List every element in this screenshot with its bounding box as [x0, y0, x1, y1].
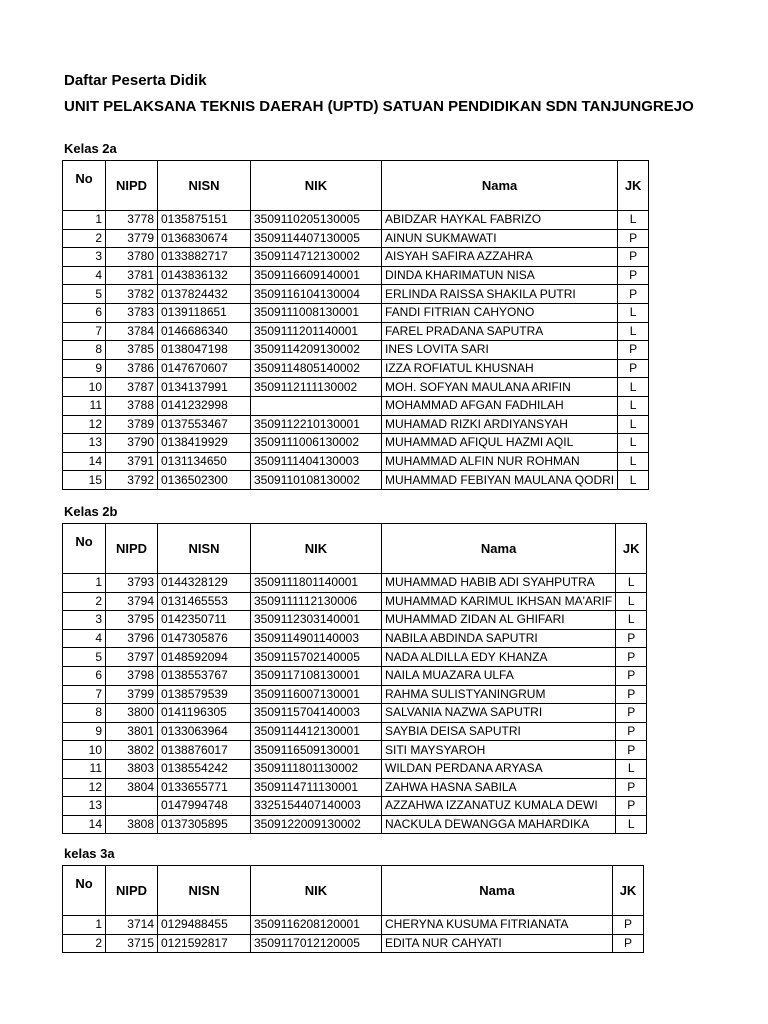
cell-nisn: 0146686340 [158, 322, 251, 341]
cell-nama: MUHAMMAD KARIMUL IKHSAN MA'ARIF [382, 592, 616, 611]
cell-no: 6 [63, 666, 106, 685]
cell-nisn: 0138579539 [158, 685, 251, 704]
cell-jk: P [616, 741, 647, 760]
cell-nik: 3509111112130006 [251, 592, 382, 611]
cell-no: 14 [63, 815, 106, 834]
table-row [63, 229, 649, 248]
cell-nama: SAYBIA DEISA SAPUTRI [382, 722, 616, 741]
column-header-nik: NIK [251, 866, 382, 916]
table-row [63, 611, 647, 630]
cell-jk: P [616, 797, 647, 816]
cell-nisn: 0144328129 [158, 574, 251, 593]
cell-nik: 3509112210130001 [251, 415, 382, 434]
table-row [63, 574, 647, 593]
cell-nama: ERLINDA RAISSA SHAKILA PUTRI [382, 285, 618, 304]
table-row [63, 396, 649, 415]
document-subtitle: UNIT PELAKSANA TEKNIS DAERAH (UPTD) SATUAN PENDIDIKAN SDN TANJUNGREJO [64, 98, 694, 115]
cell-nisn: 0134137991 [158, 378, 251, 397]
cell-nisn: 0143836132 [158, 266, 251, 285]
table-row [63, 685, 647, 704]
cell-no: 2 [63, 934, 106, 953]
cell-nipd: 3801 [106, 722, 158, 741]
cell-nipd: 3790 [106, 434, 158, 453]
cell-jk: P [613, 934, 644, 953]
cell-nisn: 0138553767 [158, 666, 251, 685]
cell-nik: 3509111201140001 [251, 322, 382, 341]
cell-nama: SALVANIA NAZWA SAPUTRI [382, 704, 616, 723]
section-title: kelas 3a [64, 846, 115, 861]
cell-nipd: 3783 [106, 303, 158, 322]
cell-jk: L [616, 759, 647, 778]
cell-nipd: 3780 [106, 248, 158, 267]
cell-jk: P [618, 359, 649, 378]
cell-nik: 3509116104130004 [251, 285, 382, 304]
cell-nipd: 3787 [106, 378, 158, 397]
cell-nipd: 3793 [106, 574, 158, 593]
table-row [63, 759, 647, 778]
cell-nama: INES LOVITA SARI [382, 341, 618, 360]
column-header-nisn: NISN [158, 866, 251, 916]
cell-nik: 3509114805140002 [251, 359, 382, 378]
cell-jk: P [618, 248, 649, 267]
cell-jk: L [618, 322, 649, 341]
cell-nisn: 0141232998 [158, 396, 251, 415]
cell-nisn: 0133063964 [158, 722, 251, 741]
cell-nama: FAREL PRADANA SAPUTRA [382, 322, 618, 341]
column-header-nisn: NISN [158, 161, 251, 211]
cell-no: 1 [63, 211, 106, 230]
cell-nisn: 0138554242 [158, 759, 251, 778]
cell-nisn: 0148592094 [158, 648, 251, 667]
cell-nama: MOHAMMAD AFGAN FADHILAH [382, 396, 618, 415]
student-table [62, 523, 647, 834]
cell-no: 10 [63, 378, 106, 397]
cell-nama: FANDI FITRIAN CAHYONO [382, 303, 618, 322]
cell-nama: ABIDZAR HAYKAL FABRIZO [382, 211, 618, 230]
cell-jk: L [618, 378, 649, 397]
cell-nik: 3509116609140001 [251, 266, 382, 285]
cell-no: 5 [63, 648, 106, 667]
column-header-nama: Nama [382, 524, 616, 574]
cell-nipd: 3789 [106, 415, 158, 434]
column-header-no: No [63, 161, 106, 211]
table-row [63, 322, 649, 341]
cell-nik: 3509117108130001 [251, 666, 382, 685]
cell-jk: P [616, 722, 647, 741]
cell-nisn: 0138047198 [158, 341, 251, 360]
table-header-row [63, 524, 647, 574]
cell-nama: MUHAMMAD HABIB ADI SYAHPUTRA [382, 574, 616, 593]
cell-nik: 3509115702140005 [251, 648, 382, 667]
cell-nisn: 0136830674 [158, 229, 251, 248]
table-row [63, 303, 649, 322]
column-header-nik: NIK [251, 524, 382, 574]
cell-nama: MUHAMAD RIZKI ARDIYANSYAH [382, 415, 618, 434]
cell-nipd: 3794 [106, 592, 158, 611]
cell-nisn: 0147305876 [158, 629, 251, 648]
cell-nisn: 0141196305 [158, 704, 251, 723]
cell-nik: 3509116509130001 [251, 741, 382, 760]
cell-jk: L [618, 452, 649, 471]
table-row [63, 916, 644, 935]
cell-nik: 3509114407130005 [251, 229, 382, 248]
cell-nik: 3509114412130001 [251, 722, 382, 741]
cell-nik: 3509115704140003 [251, 704, 382, 723]
cell-no: 8 [63, 704, 106, 723]
table-row [63, 471, 649, 490]
cell-no: 13 [63, 434, 106, 453]
cell-nipd: 3799 [106, 685, 158, 704]
cell-jk: L [616, 815, 647, 834]
table-row [63, 211, 649, 230]
cell-nik: 3509114209130002 [251, 341, 382, 360]
cell-jk: P [616, 629, 647, 648]
cell-nama: NAILA MUAZARA ULFA [382, 666, 616, 685]
cell-nik: 3509111008130001 [251, 303, 382, 322]
cell-nama: NADA ALDILLA EDY KHANZA [382, 648, 616, 667]
cell-jk: P [618, 229, 649, 248]
cell-jk: P [618, 266, 649, 285]
cell-no: 11 [63, 396, 106, 415]
cell-nipd: 3804 [106, 778, 158, 797]
table-header-row [63, 161, 649, 211]
table-row [63, 248, 649, 267]
cell-nisn: 0137553467 [158, 415, 251, 434]
cell-nipd: 3798 [106, 666, 158, 685]
cell-nama: RAHMA SULISTYANINGRUM [382, 685, 616, 704]
column-header-nipd: NIPD [106, 524, 158, 574]
cell-nama: IZZA ROFIATUL KHUSNAH [382, 359, 618, 378]
cell-nipd: 3788 [106, 396, 158, 415]
column-header-jk: JK [618, 161, 649, 211]
cell-nisn: 0133882717 [158, 248, 251, 267]
column-header-nipd: NIPD [106, 161, 158, 211]
cell-no: 3 [63, 611, 106, 630]
cell-nisn: 0137305895 [158, 815, 251, 834]
cell-nama: AINUN SUKMAWATI [382, 229, 618, 248]
cell-nama: SITI MAYSYAROH [382, 741, 616, 760]
cell-nipd: 3778 [106, 211, 158, 230]
column-header-no: No [63, 524, 106, 574]
cell-no: 4 [63, 266, 106, 285]
cell-nisn: 0142350711 [158, 611, 251, 630]
cell-no: 10 [63, 741, 106, 760]
cell-jk: L [618, 211, 649, 230]
cell-nama: WILDAN PERDANA ARYASA [382, 759, 616, 778]
cell-nik: 3509110205130005 [251, 211, 382, 230]
cell-nipd: 3715 [106, 934, 158, 953]
cell-jk: L [618, 415, 649, 434]
cell-nisn: 0136502300 [158, 471, 251, 490]
cell-nik: 3509112111130002 [251, 378, 382, 397]
table-row [63, 359, 649, 378]
cell-jk: P [616, 685, 647, 704]
table-row [63, 722, 647, 741]
table-row [63, 378, 649, 397]
cell-no: 8 [63, 341, 106, 360]
cell-nisn: 0138876017 [158, 741, 251, 760]
cell-no: 13 [63, 797, 106, 816]
table-row [63, 629, 647, 648]
table-row [63, 741, 647, 760]
cell-jk: L [618, 303, 649, 322]
cell-nipd: 3803 [106, 759, 158, 778]
cell-no: 9 [63, 722, 106, 741]
document-title: Daftar Peserta Didik [64, 72, 207, 89]
table-row [63, 704, 647, 723]
cell-nama: EDITA NUR CAHYATI [382, 934, 613, 953]
table-row [63, 266, 649, 285]
cell-nik: 3509111006130002 [251, 434, 382, 453]
cell-nik: 3509111404130003 [251, 452, 382, 471]
cell-no: 14 [63, 452, 106, 471]
cell-nik: 3509114711130001 [251, 778, 382, 797]
table-row [63, 452, 649, 471]
cell-no: 4 [63, 629, 106, 648]
cell-no: 15 [63, 471, 106, 490]
cell-jk: L [618, 434, 649, 453]
cell-nama: CHERYNA KUSUMA FITRIANATA [382, 916, 613, 935]
cell-no: 2 [63, 592, 106, 611]
column-header-jk: JK [613, 866, 644, 916]
cell-nik: 3509116208120001 [251, 916, 382, 935]
cell-nipd: 3786 [106, 359, 158, 378]
cell-nipd: 3792 [106, 471, 158, 490]
cell-jk: L [618, 471, 649, 490]
student-table [62, 160, 649, 490]
cell-nik: 3509116007130001 [251, 685, 382, 704]
cell-no: 12 [63, 415, 106, 434]
cell-nama: ZAHWA HASNA SABILA [382, 778, 616, 797]
column-header-nisn: NISN [158, 524, 251, 574]
cell-nisn: 0137824432 [158, 285, 251, 304]
column-header-no: No [63, 866, 106, 916]
cell-jk: P [616, 648, 647, 667]
cell-nik: 3509110108130002 [251, 471, 382, 490]
cell-nama: MUHAMMAD FEBIYAN MAULANA QODRI [382, 471, 618, 490]
section-title: Kelas 2b [64, 504, 118, 519]
cell-nisn: 0121592817 [158, 934, 251, 953]
table-row [63, 797, 647, 816]
cell-no: 7 [63, 322, 106, 341]
cell-nipd: 3781 [106, 266, 158, 285]
cell-nama: MUHAMMAD ZIDAN AL GHIFARI [382, 611, 616, 630]
cell-jk: P [613, 916, 644, 935]
cell-nama: DINDA KHARIMATUN NISA [382, 266, 618, 285]
cell-nik: 3509114901140003 [251, 629, 382, 648]
cell-nipd: 3796 [106, 629, 158, 648]
cell-no: 5 [63, 285, 106, 304]
section-title: Kelas 2a [64, 141, 117, 156]
cell-jk: L [618, 396, 649, 415]
cell-nama: NABILA ABDINDA SAPUTRI [382, 629, 616, 648]
cell-nik: 3509122009130002 [251, 815, 382, 834]
cell-nik: 3509111801130002 [251, 759, 382, 778]
cell-nisn: 0135875151 [158, 211, 251, 230]
cell-no: 12 [63, 778, 106, 797]
cell-jk: P [616, 778, 647, 797]
cell-nisn: 0138419929 [158, 434, 251, 453]
table-row [63, 666, 647, 685]
cell-jk: L [616, 574, 647, 593]
cell-no: 1 [63, 916, 106, 935]
cell-no: 1 [63, 574, 106, 593]
cell-nama: AISYAH SAFIRA AZZAHRA [382, 248, 618, 267]
cell-jk: L [616, 611, 647, 630]
cell-nik: 3509114712130002 [251, 248, 382, 267]
cell-nipd: 3800 [106, 704, 158, 723]
cell-nipd: 3797 [106, 648, 158, 667]
cell-jk: P [616, 704, 647, 723]
cell-nik: 3509111801140001 [251, 574, 382, 593]
column-header-nama: Nama [382, 866, 613, 916]
cell-nipd: 3791 [106, 452, 158, 471]
cell-nisn: 0131134650 [158, 452, 251, 471]
cell-nik: 3325154407140003 [251, 797, 382, 816]
table-row [63, 341, 649, 360]
cell-nipd [106, 797, 158, 816]
cell-no: 7 [63, 685, 106, 704]
cell-nik: 3509112303140001 [251, 611, 382, 630]
cell-jk: P [618, 285, 649, 304]
cell-no: 2 [63, 229, 106, 248]
cell-nipd: 3782 [106, 285, 158, 304]
cell-nama: MOH. SOFYAN MAULANA ARIFIN [382, 378, 618, 397]
cell-nipd: 3785 [106, 341, 158, 360]
column-header-jk: JK [616, 524, 647, 574]
cell-no: 3 [63, 248, 106, 267]
column-header-nama: Nama [382, 161, 618, 211]
cell-nama: MUHAMMAD ALFIN NUR ROHMAN [382, 452, 618, 471]
cell-nisn: 0129488455 [158, 916, 251, 935]
table-row [63, 815, 647, 834]
table-row [63, 648, 647, 667]
cell-nisn: 0147994748 [158, 797, 251, 816]
column-header-nipd: NIPD [106, 866, 158, 916]
cell-jk: P [616, 666, 647, 685]
table-header-row [63, 866, 644, 916]
column-header-nik: NIK [251, 161, 382, 211]
cell-nipd: 3808 [106, 815, 158, 834]
cell-nipd: 3802 [106, 741, 158, 760]
student-table [62, 865, 644, 953]
cell-jk: P [618, 341, 649, 360]
cell-nama: NACKULA DEWANGGA MAHARDIKA [382, 815, 616, 834]
table-row [63, 415, 649, 434]
cell-nama: AZZAHWA IZZANATUZ KUMALA DEWI [382, 797, 616, 816]
table-row [63, 778, 647, 797]
cell-nama: MUHAMMAD AFIQUL HAZMI AQIL [382, 434, 618, 453]
cell-nipd: 3795 [106, 611, 158, 630]
cell-no: 11 [63, 759, 106, 778]
cell-nisn: 0147670607 [158, 359, 251, 378]
cell-no: 6 [63, 303, 106, 322]
table-row [63, 434, 649, 453]
cell-nik [251, 396, 382, 415]
cell-nisn: 0133655771 [158, 778, 251, 797]
cell-jk: L [616, 592, 647, 611]
table-row [63, 592, 647, 611]
cell-nisn: 0131465553 [158, 592, 251, 611]
table-row [63, 934, 644, 953]
cell-nipd: 3714 [106, 916, 158, 935]
cell-nipd: 3779 [106, 229, 158, 248]
cell-nisn: 0139118651 [158, 303, 251, 322]
cell-nik: 3509117012120005 [251, 934, 382, 953]
cell-no: 9 [63, 359, 106, 378]
cell-nipd: 3784 [106, 322, 158, 341]
table-row [63, 285, 649, 304]
